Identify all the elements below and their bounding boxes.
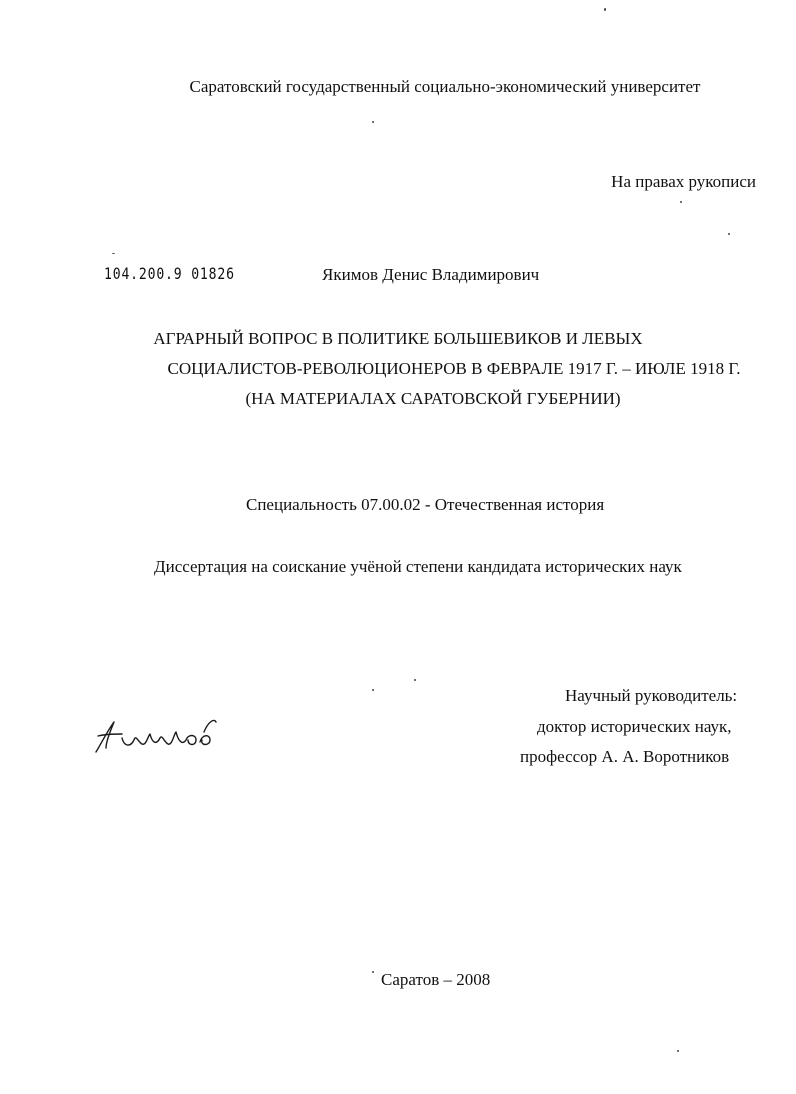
scan-speck bbox=[372, 689, 374, 691]
degree-line: Диссертация на соискание учёной степени кандидата исторических наук bbox=[154, 557, 682, 576]
supervisor-label: Научный руководитель: bbox=[565, 686, 738, 705]
scan-speck bbox=[680, 201, 682, 203]
scan-speck bbox=[414, 679, 416, 681]
scan-speck bbox=[604, 8, 606, 11]
handwritten-signature bbox=[88, 712, 228, 758]
registration-stamp-number: 104.200.9 01826 bbox=[104, 264, 235, 283]
scan-speck bbox=[112, 253, 115, 254]
supervisor-name: профессор А. А. Воротников bbox=[520, 747, 730, 766]
supervisor-degree: доктор исторических наук, bbox=[537, 717, 732, 736]
specialty-line: Специальность 07.00.02 - Отечественная история bbox=[246, 495, 605, 514]
university-name: Саратовский государственный социально-экономический университет bbox=[189, 77, 701, 96]
scan-speck bbox=[728, 233, 730, 235]
author-name: Якимов Денис Владимирович bbox=[322, 265, 540, 284]
city-and-year: Саратов – 2008 bbox=[381, 970, 491, 989]
thesis-title-line: СОЦИАЛИСТОВ-РЕВОЛЮЦИОНЕРОВ В ФЕВРАЛЕ 1917 Г. – ИЮЛЕ 1918 Г. bbox=[167, 359, 741, 378]
scan-speck bbox=[677, 1050, 679, 1052]
scan-speck bbox=[372, 971, 374, 973]
manuscript-rights-note: На правах рукописи bbox=[611, 172, 756, 191]
thesis-title-line: АГРАРНЫЙ ВОПРОС В ПОЛИТИКЕ БОЛЬШЕВИКОВ И ЛЕВЫХ bbox=[153, 329, 643, 348]
thesis-title-line: (НА МАТЕРИАЛАХ САРАТОВСКОЙ ГУБЕРНИИ) bbox=[245, 389, 621, 408]
scan-speck bbox=[372, 121, 374, 123]
